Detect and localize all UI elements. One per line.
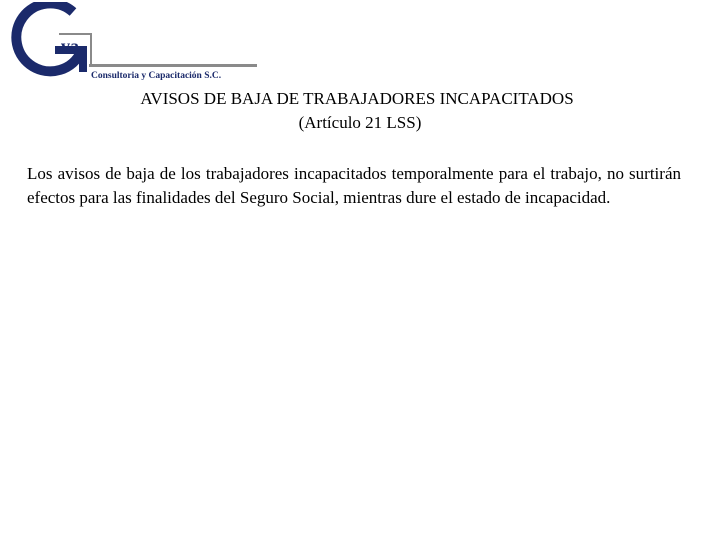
document-title: AVISOS DE BAJA DE TRABAJADORES INCAPACITADOS <box>140 89 574 108</box>
logo-letters: va <box>61 36 79 56</box>
document-subtitle: (Artículo 21 LSS) <box>298 113 422 132</box>
company-logo <box>3 2 263 84</box>
gva-logo-graphic <box>3 2 263 84</box>
logo-tagline: Consultoria y Capacitación S.C. <box>91 71 222 81</box>
document-paragraph: Los avisos de baja de los trabajadores incapacitados temporalmente para el trabajo, no surtirán efectos para las finalidades del Seguro Social, mientras dure el estado de incapacidad. <box>27 164 681 207</box>
logo-rule <box>89 64 257 67</box>
